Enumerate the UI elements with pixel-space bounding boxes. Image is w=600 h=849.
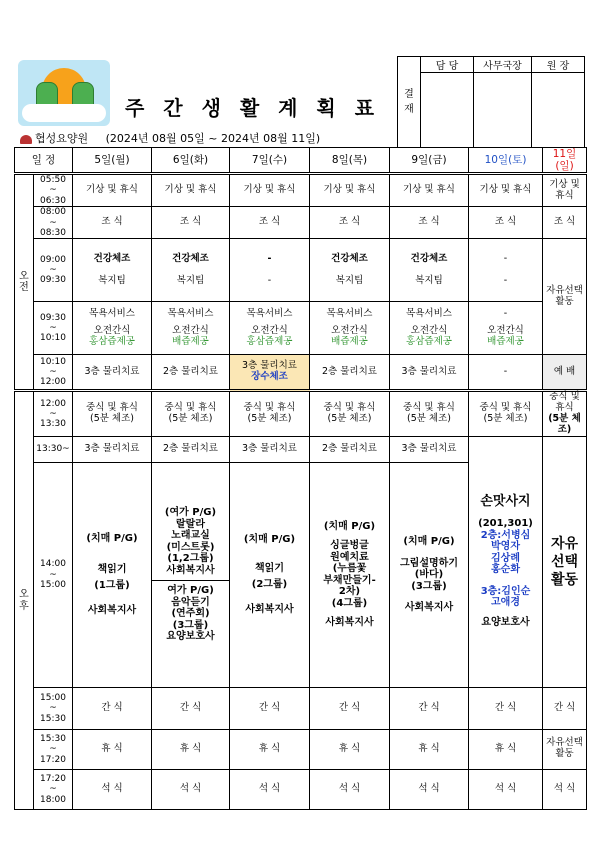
cell: 휴 식 bbox=[310, 729, 390, 769]
cell bbox=[390, 302, 469, 355]
cell bbox=[310, 302, 390, 355]
cell: 기상 및 휴식 bbox=[152, 174, 230, 207]
cell: 중식 및 휴식 (5분 체조) bbox=[543, 391, 587, 437]
cell: 3층 물리치료 bbox=[390, 436, 469, 462]
table-row bbox=[15, 239, 587, 302]
cell bbox=[230, 302, 310, 355]
cell: 석 식 bbox=[390, 769, 469, 809]
cell: 기상 및 휴식 bbox=[310, 174, 390, 207]
cell: 중식 및 휴식 (5분 체조) bbox=[390, 391, 469, 437]
exercise: - bbox=[503, 252, 508, 264]
fri-program: (치매 P/G) 그림설명하기 (바다) (3그룹) 사회복지사 bbox=[390, 462, 469, 687]
cell: 석 식 bbox=[230, 769, 310, 809]
cell bbox=[73, 239, 152, 302]
juice: 홍삼즙제공 bbox=[246, 335, 293, 347]
cell: 2층 물리치료 bbox=[310, 355, 390, 391]
cell: 2층 물리치료 bbox=[310, 436, 390, 462]
welfare: 복지팀 bbox=[176, 274, 205, 286]
table-row bbox=[15, 769, 587, 809]
cell: 중식 및 휴식 (5분 체조) bbox=[73, 391, 152, 437]
cell: 간 식 bbox=[390, 687, 469, 729]
time-cell: 15:00 ~ 15:30 bbox=[34, 687, 73, 729]
cell: 조 식 bbox=[230, 207, 310, 239]
cell: 중식 및 휴식 (5분 체조) bbox=[310, 391, 390, 437]
time-cell: 09:30 ~ 10:10 bbox=[34, 302, 73, 355]
juice: 배즙제공 bbox=[331, 335, 368, 347]
cell: 간 식 bbox=[469, 687, 543, 729]
cell: 3층 물리치료 bbox=[73, 355, 152, 391]
snack: 오전간식 bbox=[487, 324, 524, 336]
wed-program: (치매 P/G) 책읽기 (2그룹) 사회복지사 bbox=[230, 462, 310, 687]
table-row bbox=[15, 207, 587, 239]
cell: 석 식 bbox=[469, 769, 543, 809]
time-cell: 10:10 ~ 12:00 bbox=[34, 355, 73, 391]
cell: 중식 및 휴식 (5분 체조) bbox=[230, 391, 310, 437]
bath: - bbox=[503, 307, 508, 319]
period: (2024년 08월 05일 ~ 2024년 08월 11일) bbox=[105, 132, 321, 145]
cell bbox=[152, 239, 230, 302]
approval-box bbox=[397, 56, 585, 148]
welfare: 복지팀 bbox=[415, 274, 443, 286]
snack: 오전간식 bbox=[172, 324, 209, 336]
bath: 목욕서비스 bbox=[167, 307, 214, 319]
cell: 조 식 bbox=[152, 207, 230, 239]
cell: 3층 물리치료 bbox=[73, 436, 152, 462]
bath: 목욕서비스 bbox=[89, 307, 135, 319]
cell bbox=[73, 302, 152, 355]
cell: 자유선택 활동 bbox=[543, 729, 587, 769]
subtitle bbox=[20, 130, 320, 146]
cell: 휴 식 bbox=[390, 729, 469, 769]
mon-program: (치매 P/G) 책읽기 (1그룹) 사회복지사 bbox=[73, 462, 152, 687]
cell: 간 식 bbox=[230, 687, 310, 729]
approval-role: 사무국장 bbox=[474, 57, 532, 73]
therapy: 3층 물리치료 bbox=[242, 360, 297, 372]
cell: 2층 물리치료 bbox=[152, 436, 230, 462]
welfare: - bbox=[503, 274, 508, 286]
cell: 기상 및 휴식 bbox=[469, 174, 543, 207]
cell: 기상 및 휴식 bbox=[230, 174, 310, 207]
juice: 배즙제공 bbox=[172, 335, 209, 347]
snack: 오전간식 bbox=[251, 324, 288, 336]
longevity-exercise: 장수체조 bbox=[251, 371, 288, 383]
table-row bbox=[15, 302, 587, 355]
cell: 석 식 bbox=[543, 769, 587, 809]
exercise: 건강체조 bbox=[172, 252, 209, 264]
header-day: 6일(화) bbox=[152, 148, 230, 174]
time-cell: 09:00 ~ 09:30 bbox=[34, 239, 73, 302]
cell: 간 식 bbox=[543, 687, 587, 729]
cell bbox=[469, 302, 543, 355]
cell bbox=[310, 239, 390, 302]
table-row bbox=[15, 436, 587, 462]
snack: 오전간식 bbox=[331, 324, 368, 336]
tue-program bbox=[152, 462, 230, 687]
cell: 기상 및 휴식 bbox=[543, 174, 587, 207]
tue-program-b: 여가 P/G) 음악듣기 (연주회) (3그룹) 요양보호사 bbox=[166, 585, 215, 643]
time-cell: 17:20 ~ 18:00 bbox=[34, 769, 73, 809]
cell: 석 식 bbox=[73, 769, 152, 809]
juice: 배즙제공 bbox=[487, 335, 524, 347]
snack: 오전간식 bbox=[93, 324, 131, 336]
time-cell: 05:50 ~ 06:30 bbox=[34, 174, 73, 207]
approval-sign bbox=[474, 73, 532, 148]
cell: 간 식 bbox=[152, 687, 230, 729]
cell bbox=[230, 239, 310, 302]
table-row bbox=[15, 687, 587, 729]
time-cell: 13:30~ bbox=[34, 436, 73, 462]
cell bbox=[230, 355, 310, 391]
thu-program: (치매 P/G) 싱글벙글 원예치료 (누름꽃 부채만들기- 2차) (4그룹) 사회복지사 bbox=[310, 462, 390, 687]
cell: 조 식 bbox=[390, 207, 469, 239]
cell: 휴 식 bbox=[230, 729, 310, 769]
cloud-icon bbox=[22, 104, 106, 122]
cell: 중식 및 휴식 (5분 체조) bbox=[152, 391, 230, 437]
welfare: 복지팀 bbox=[335, 274, 364, 286]
approval-role: 원 장 bbox=[532, 57, 585, 73]
cell: 휴 식 bbox=[469, 729, 543, 769]
cell: 휴 식 bbox=[152, 729, 230, 769]
am-label: 오 전 bbox=[15, 174, 34, 391]
table-row bbox=[15, 355, 587, 391]
cell: 조 식 bbox=[469, 207, 543, 239]
juice: 홍삼즙제공 bbox=[89, 335, 135, 347]
cell: 2층 물리치료 bbox=[152, 355, 230, 391]
time-cell: 14:00 ~ 15:00 bbox=[34, 462, 73, 687]
cell: 간 식 bbox=[73, 687, 152, 729]
header-day: 9일(금) bbox=[390, 148, 469, 174]
bath: 목욕서비스 bbox=[406, 307, 452, 319]
cell: 조 식 bbox=[543, 207, 587, 239]
sat-program: 손맛사지 (201,301) 2층:서병심 박영자 김상례 홍순화 3층:김인순 고애경 요양보호사 bbox=[469, 436, 543, 687]
cell: 자유선택 활동 bbox=[543, 239, 587, 355]
cell bbox=[152, 302, 230, 355]
cell: 기상 및 휴식 bbox=[73, 174, 152, 207]
bath: 목욕서비스 bbox=[246, 307, 293, 319]
schedule-table bbox=[14, 147, 587, 810]
cell: 석 식 bbox=[152, 769, 230, 809]
cell bbox=[390, 239, 469, 302]
approval-role: 담 당 bbox=[421, 57, 474, 73]
cell: 예 배 bbox=[543, 355, 587, 391]
header-day: 10일(토) bbox=[469, 148, 543, 174]
header-day: 5일(월) bbox=[73, 148, 152, 174]
header-day: 7일(수) bbox=[230, 148, 310, 174]
cell: 중식 및 휴식 (5분 체조) bbox=[469, 391, 543, 437]
cell: 휴 식 bbox=[73, 729, 152, 769]
cell: 조 식 bbox=[310, 207, 390, 239]
exercise: 건강체조 bbox=[410, 252, 448, 264]
cell: - bbox=[469, 355, 543, 391]
sun-program: 자유 선택 활동 bbox=[543, 436, 587, 687]
time-cell: 12:00 ~ 13:30 bbox=[34, 391, 73, 437]
table-row bbox=[15, 174, 587, 207]
header-day: 8일(목) bbox=[310, 148, 390, 174]
org-name: 협성요양원 bbox=[35, 132, 89, 145]
approval-label: 결 재 bbox=[398, 57, 421, 148]
table-row bbox=[15, 391, 587, 437]
time-cell: 08:00 ~ 08:30 bbox=[34, 207, 73, 239]
exercise: 건강체조 bbox=[93, 252, 131, 264]
welfare: - bbox=[267, 274, 272, 286]
cell: 3층 물리치료 bbox=[390, 355, 469, 391]
cell: 석 식 bbox=[310, 769, 390, 809]
header-row bbox=[15, 148, 587, 174]
cell: 기상 및 휴식 bbox=[390, 174, 469, 207]
cell bbox=[469, 239, 543, 302]
exercise: - bbox=[267, 252, 272, 264]
header-time: 일 정 bbox=[15, 148, 73, 174]
tue-program-a: (여가 P/G) 랄랄라 노래교실 (미스트롯) (1,2그룹) 사회복지사 bbox=[152, 505, 229, 581]
pm-label: 오 후 bbox=[15, 391, 34, 810]
logo bbox=[18, 60, 110, 126]
page-title: 주 간 생 활 계 획 표 bbox=[125, 96, 381, 120]
cell: 조 식 bbox=[73, 207, 152, 239]
exercise: 건강체조 bbox=[331, 252, 368, 264]
bath: 목욕서비스 bbox=[326, 307, 373, 319]
home-icon bbox=[20, 135, 32, 144]
snack: 오전간식 bbox=[410, 324, 448, 336]
approval-sign bbox=[421, 73, 474, 148]
table-row bbox=[15, 729, 587, 769]
welfare: 복지팀 bbox=[98, 274, 126, 286]
approval-sign bbox=[532, 73, 585, 148]
cell: 간 식 bbox=[310, 687, 390, 729]
time-cell: 15:30 ~ 17:20 bbox=[34, 729, 73, 769]
header-day: 11일(일) bbox=[543, 148, 587, 174]
cell: 3층 물리치료 bbox=[230, 436, 310, 462]
juice: 홍삼즙제공 bbox=[406, 335, 452, 347]
